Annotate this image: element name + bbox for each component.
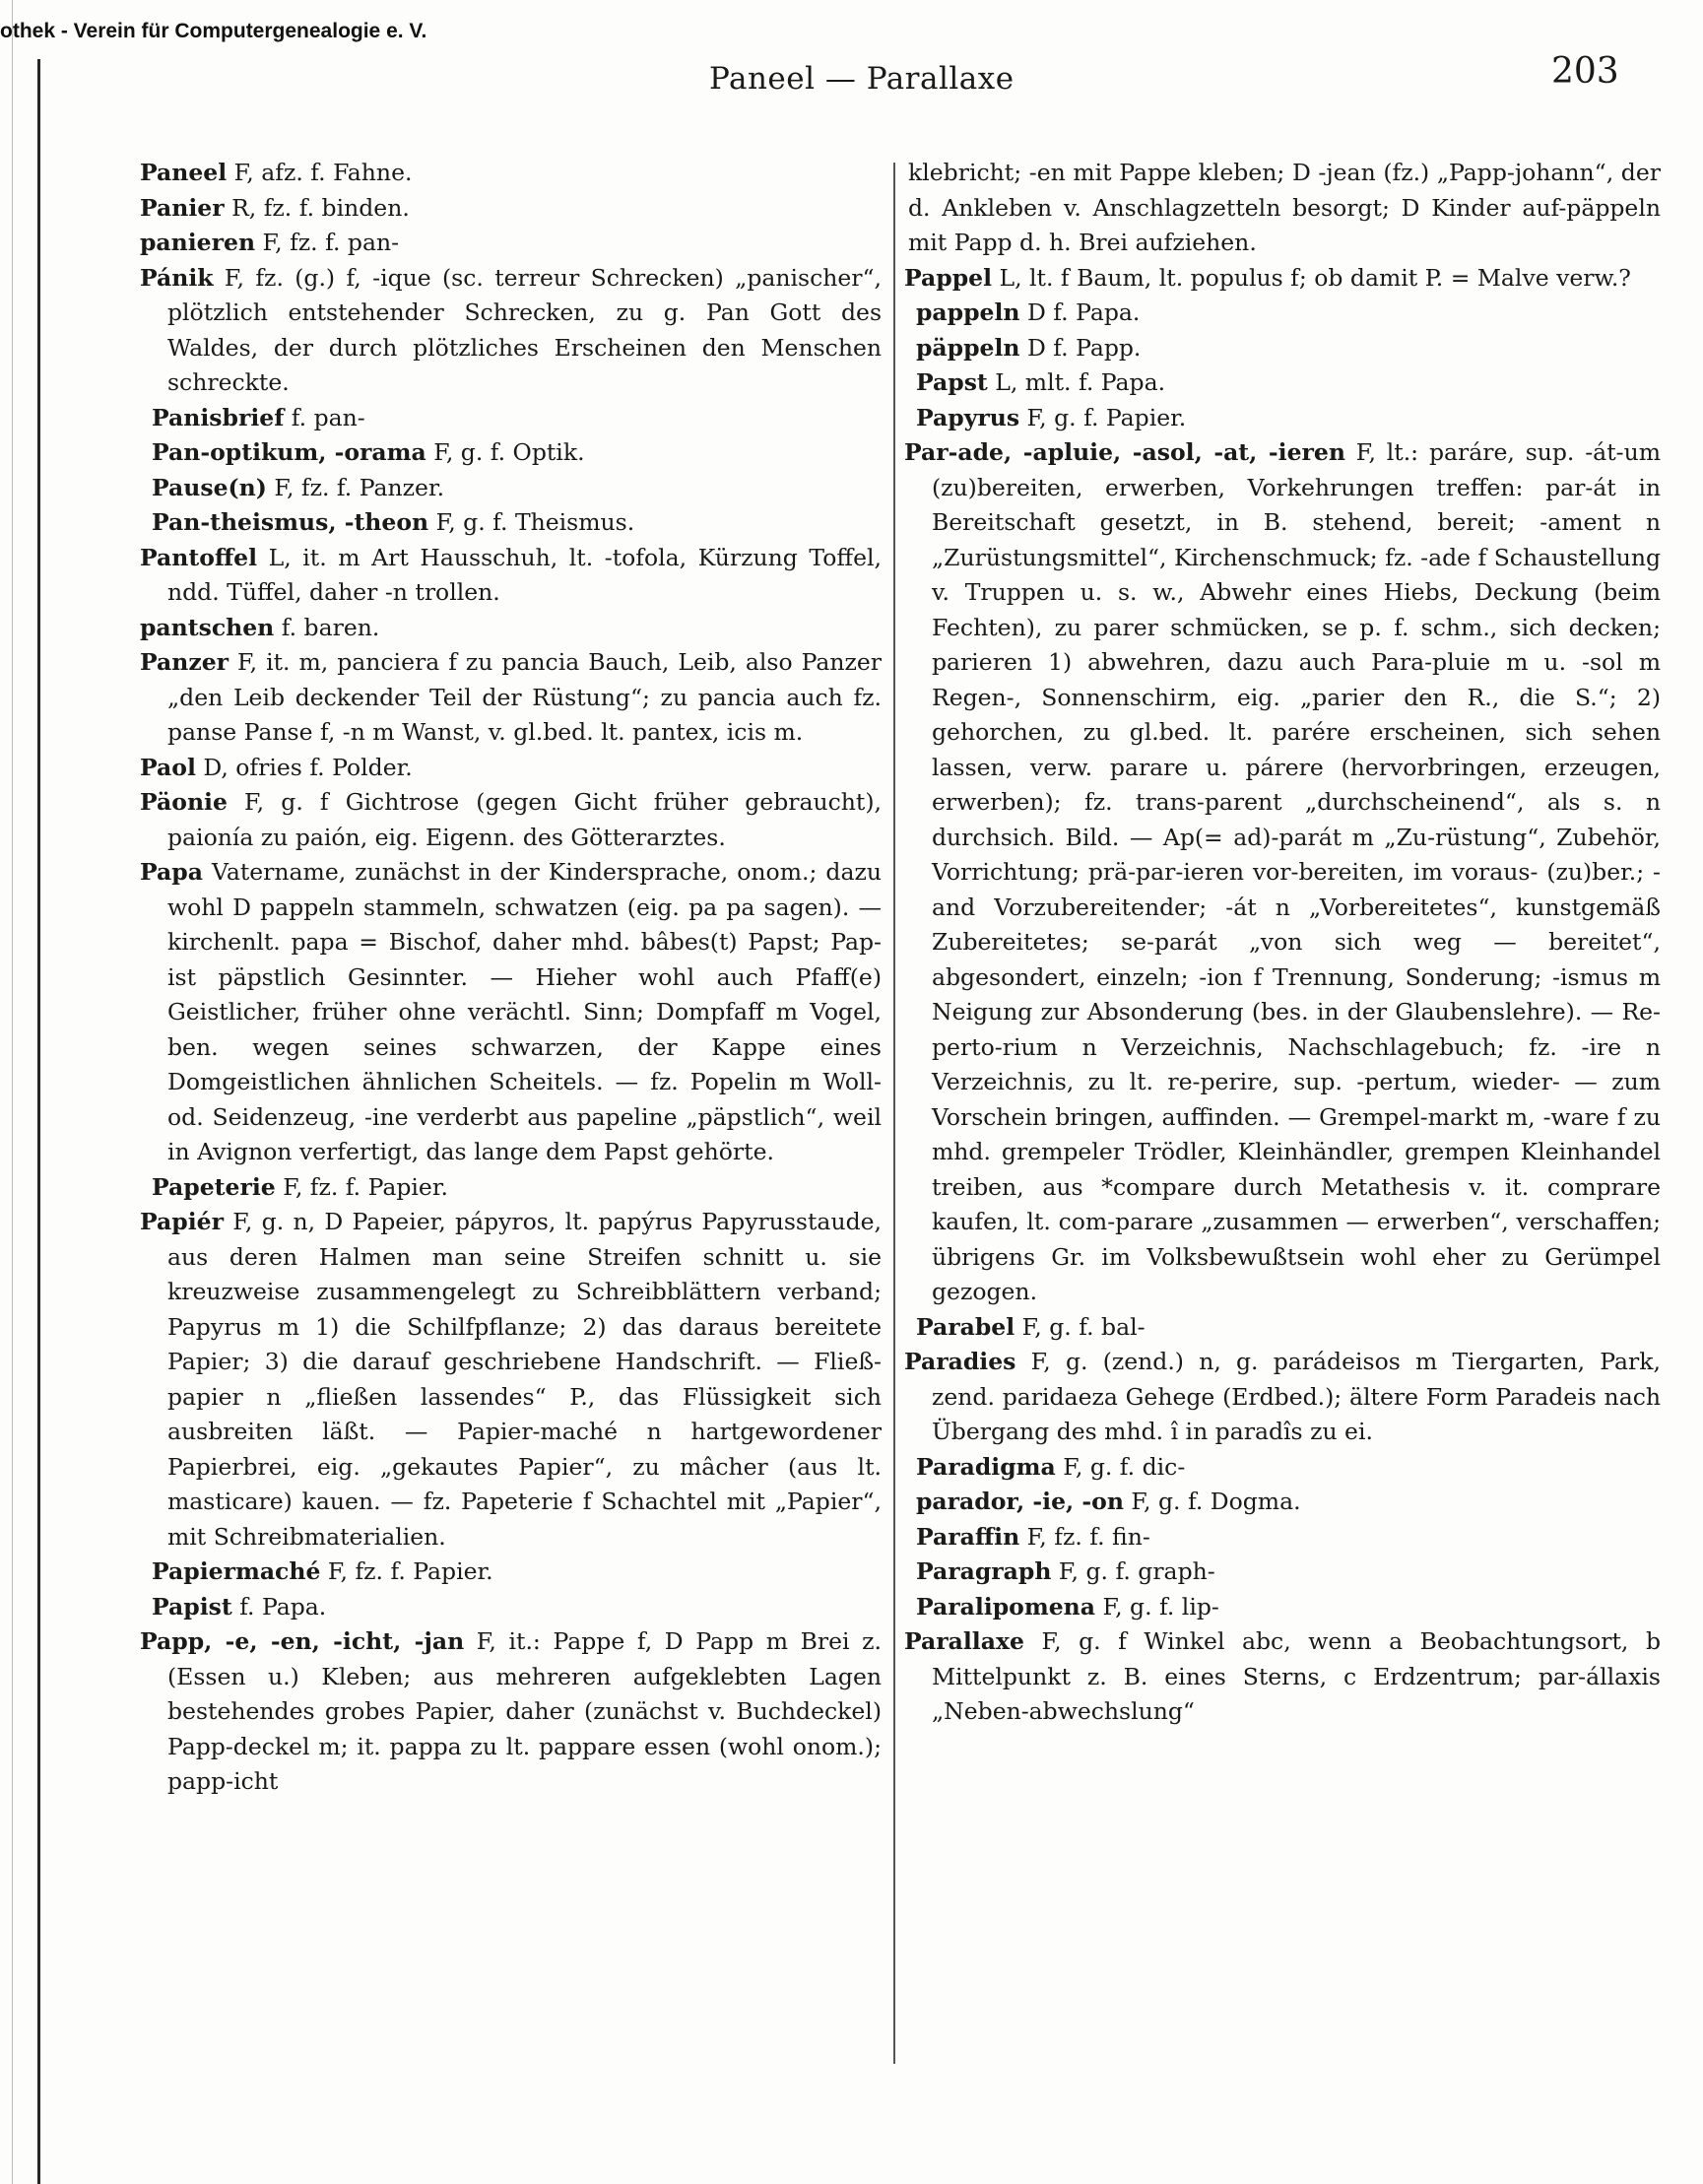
entry-text: F, fz. f. pan- <box>255 229 400 256</box>
entry-text: F, fz. (g.) f, -ique (sc. terreur Schrecken) „panischer“, plötzlich entstehender Schrecken, zu g. Pan Gott des Waldes, der durch plötzliches Erscheinen den Menschen schreckte. <box>167 263 882 396</box>
entry-text: L, lt. f Baum, lt. populus f; ob damit P. = Malve verw.? <box>992 263 1631 292</box>
headword: Parabel <box>916 1312 1015 1341</box>
dictionary-entry <box>138 751 882 786</box>
dictionary-entry <box>902 1485 1661 1520</box>
dictionary-entry <box>138 1205 882 1555</box>
dictionary-entry <box>902 365 1661 401</box>
headword: Panisbrief <box>152 403 285 431</box>
entry-text: F, afz. f. Fahne. <box>227 159 413 186</box>
headword: Paradigma <box>916 1452 1056 1481</box>
headword: Paradies <box>904 1348 1016 1375</box>
headword: panieren <box>140 229 256 256</box>
dictionary-entry <box>902 296 1661 331</box>
dictionary-entry <box>902 1345 1661 1450</box>
entry-text: F, g. f. lip- <box>1094 1592 1219 1621</box>
headword: Papist <box>152 1592 232 1621</box>
entry-text: F, g. f. Theismus. <box>428 508 635 536</box>
dictionary-entry <box>902 1624 1661 1730</box>
entry-text: L, it. m Art Hausschuh, lt. -tofola, Kürzung Toffel, ndd. Tüffel, daher -n trollen. <box>167 543 882 606</box>
headword: pappeln <box>916 298 1020 326</box>
entry-text: F, g. f Winkel abc, wenn a Beobachtungsort, b Mittelpunkt z. B. eines Sterns, c Erdzentrum; par-állaxis „Neben-abwechslung“ <box>932 1627 1661 1725</box>
dictionary-entry <box>138 1624 882 1800</box>
entry-text: F, fz. f. Papier. <box>320 1557 493 1585</box>
headword: Paralipomena <box>916 1592 1095 1621</box>
dictionary-entry <box>138 435 882 471</box>
headword: Papeterie <box>152 1172 276 1201</box>
entry-text: F, g. (zend.) n, g. parádeisos m Tiergarten, Park, zend. paridaeza Gehege (Erdbed.); ältere Form Paradeis nach Übergang des mhd. î in paradîs zu ei. <box>932 1348 1661 1445</box>
entry-text: F, g. f. graph- <box>1051 1557 1215 1585</box>
dictionary-entry <box>138 505 882 541</box>
headword: Paol <box>140 753 196 781</box>
entry-text: F, g. f. Papier. <box>1019 403 1187 431</box>
entry-text: D f. Papa. <box>1019 298 1141 326</box>
entry-text: F, g. f. dic- <box>1055 1452 1186 1481</box>
dictionary-entry-continued <box>902 156 1661 261</box>
headword: Paneel <box>140 159 228 186</box>
dictionary-entry <box>138 191 882 227</box>
scan-edge-line <box>12 0 13 2184</box>
entry-text: klebricht; -en mit Pappe kleben; D -jean (fz.) „Papp-johann“, der d. Ankleben v. Anschlagzetteln besorgt; D Kinder auf-päppeln mit Papp d. h. Brei aufziehen. <box>908 159 1661 256</box>
headword: Paraffin <box>916 1522 1020 1551</box>
dictionary-entry <box>902 1450 1661 1486</box>
entry-text: R, fz. f. binden. <box>224 193 410 222</box>
entry-text: F, g. f. Optik. <box>426 438 585 466</box>
dictionary-entry <box>138 401 882 436</box>
headword: Pan-optikum, -orama <box>152 438 426 466</box>
entry-text: F, lt.: paráre, sup. -át-um (zu)bereiten, erwerben, Vorkehrungen treffen: par-át in Bereitschaft gesetzt, in B. stehend, bereit; -ament n „Zurüstungsmittel“, Kirchenschmuck; fz. -ade f Schaustellung v. Truppen u. s. w., Abwehr eines Hiebs, Deckung (beim Fechten), zu parer schmücken, se p. f. schm., sich decken; parieren 1) abwehren, dazu auch Para-pluie m u. -sol m Regen-, Sonnenschirm, eig. „parier den R., die S.“; 2) gehorchen, zu gl.bed. lt. parére erscheinen, sich sehen lassen, verw. parare u. párere (hervorbringen, erzeugen, erwerben); fz. trans-parent „durchscheinend“, als s. n durchsich. Bild. — Ap(= ad)-parát m „Zu-rüstung“, Zubehör, Vorrichtung; prä-par-ieren vor-bereiten, im voraus- (zu)ber.; -and Vorzubereitender; -át n „Vorbereitetes“, kunstgemäß Zubereitetes; se-parát „von sich weg — bereitet“, abgesondert, einzeln; -ion f Trennung, Sonderung; -ismus m Neigung zur Absonderung (bes. in der Glaubenslehre). — Re-perto-rium n Verzeichnis, Nachschlagebuch; fz. -ire n Verzeichnis, zu lt. re-perire, sup. -pertum, wieder- — zum Vorschein bringen, auffinden. — Grempel-markt m, -ware f zu mhd. grempeler Trödler, Kleinhändler, grempen Kleinhandel treiben, aus *compare durch Metathesis v. it. comprare kaufen, lt. com-parare „zusammen — erwerben“, verschaffen; übrigens Gr. im Volksbewußtsein wohl eher zu Gerümpel gezogen. <box>932 438 1662 1305</box>
headword: Par-ade, -apluie, -asol, -at, -ieren <box>904 438 1345 466</box>
dictionary-entry <box>138 156 882 191</box>
dictionary-entry <box>138 611 882 646</box>
dictionary-entry <box>138 785 882 855</box>
entry-text: F, it.: Pappe f, D Papp m Brei z. (Essen u.) Kleben; aus mehreren aufgeklebten Lagen bestehendes grobes Papier, daher (zunächst v. Buchdeckel) Papp-deckel m; it. pappa zu lt. pappare essen (wohl onom.); papp-icht <box>167 1627 882 1795</box>
entry-text: F, g. n, D Papeier, pápyros, lt. papýrus Papyrusstaude, aus deren Halmen man seine Streifen schnitt u. sie kreuzweise zusammengelegt zu Schreibblättern verband; Papyrus m 1) die Schilfpflanze; 2) das daraus bereitete Papier; 3) die darauf geschriebene Handschrift. — Fließ-papier n „fließen lassendes“ P., das Flüssigkeit sich ausbreiten läßt. — Papier-maché n hartgewordener Papierbrei, eig. „gekautes Papier“, zu mâcher (aus lt. masticare) kauen. — fz. Papeterie f Schachtel mit „Papier“, mit Schreibmaterialien. <box>167 1208 882 1551</box>
entry-text: F, fz. f. Panzer. <box>266 473 445 501</box>
headword: Panier <box>140 193 225 222</box>
headword: Pánik <box>140 263 214 292</box>
entry-text: Vatername, zunächst in der Kindersprache, onom.; dazu wohl D pappeln stammeln, schwatzen (eig. pa pa sagen). — kirchenlt. papa = Bischof, daher mhd. bâbes(t) Papst; Pap-ist päpstlich Gesinnter. — Hieher wohl auch Pfaff(e) Geistlicher, früher ohne verächtl. Sinn; Dompfaff m Vogel, ben. wegen seines schwarzen, der Kappe eines Domgeistlichen ähnlichen Scheitels. — fz. Popelin m Woll- od. Seidenzeug, -ine verderbt aus papeline „päpstlich“, weil in Avignon verfertigt, das lange dem Papst gehörte. <box>167 858 882 1165</box>
dictionary-entry <box>138 471 882 506</box>
headword: Pause(n) <box>152 473 267 501</box>
entry-text: F, it. m, panciera f zu pancia Bauch, Leib, also Panzer „den Leib deckender Teil der Rüstung“; zu pancia auch fz. panse Panse f, -n m Wanst, v. gl.bed. lt. pantex, icis m. <box>167 648 882 746</box>
entry-text: f. pan- <box>284 403 365 431</box>
dictionary-entry <box>902 1590 1661 1625</box>
headword: Panzer <box>140 648 229 676</box>
headword: parador, -ie, -on <box>916 1488 1124 1515</box>
headword: Pan-theismus, -theon <box>152 508 429 536</box>
dictionary-entry <box>902 401 1661 436</box>
headword: Papiér <box>140 1208 224 1235</box>
headword: Parallaxe <box>904 1627 1024 1655</box>
entry-text: D, ofries f. Polder. <box>195 753 413 781</box>
dictionary-entry <box>138 226 882 261</box>
headword: Papa <box>140 858 203 886</box>
running-head: Paneel — Parallaxe <box>709 61 1015 97</box>
dictionary-entry <box>902 435 1661 1310</box>
dictionary-entry <box>902 331 1661 366</box>
column-divider <box>893 163 895 2064</box>
dictionary-entry <box>138 855 882 1170</box>
headword: Papst <box>916 368 988 396</box>
headword: Pappel <box>904 263 993 292</box>
left-column <box>138 156 882 1800</box>
entry-text: f. Papa. <box>231 1592 327 1621</box>
dictionary-entry <box>138 645 882 751</box>
dictionary-entry <box>138 1590 882 1625</box>
headword: Päonie <box>140 788 228 816</box>
entry-text: L, mlt. f. Papa. <box>987 368 1166 396</box>
headword: päppeln <box>916 333 1020 362</box>
entry-text: F, fz. f. fin- <box>1019 1522 1150 1551</box>
entry-text: D f. Papp. <box>1019 333 1142 362</box>
dictionary-entry <box>902 1310 1661 1346</box>
entry-text: f. baren. <box>274 613 380 641</box>
library-banner: othek - Verein für Computergenealogie e. V. <box>0 20 427 42</box>
headword: Papp, -e, -en, -icht, -jan <box>140 1627 465 1655</box>
entry-text: F, g. f. Dogma. <box>1123 1488 1301 1515</box>
headword: Papiermaché <box>152 1557 321 1585</box>
scan-binding-line <box>37 59 40 2184</box>
dictionary-entry <box>138 261 882 401</box>
entry-text: F, fz. f. Papier. <box>275 1172 448 1201</box>
entry-text: F, g. f. bal- <box>1015 1312 1146 1341</box>
headword: pantschen <box>140 613 275 641</box>
dictionary-entry <box>902 261 1661 297</box>
dictionary-entry <box>138 541 882 611</box>
dictionary-entry <box>902 1555 1661 1590</box>
headword: Papyrus <box>916 403 1020 431</box>
dictionary-entry <box>902 1520 1661 1555</box>
headword: Paragraph <box>916 1557 1052 1585</box>
headword: Pantoffel <box>140 543 258 571</box>
right-column <box>902 156 1661 1730</box>
dictionary-entry <box>138 1555 882 1590</box>
page-number: 203 <box>1551 51 1619 92</box>
dictionary-entry <box>138 1170 882 1206</box>
entry-text: F, g. f Gichtrose (gegen Gicht früher gebraucht), paionía zu paión, eig. Eigenn. des Götterarztes. <box>167 788 882 851</box>
